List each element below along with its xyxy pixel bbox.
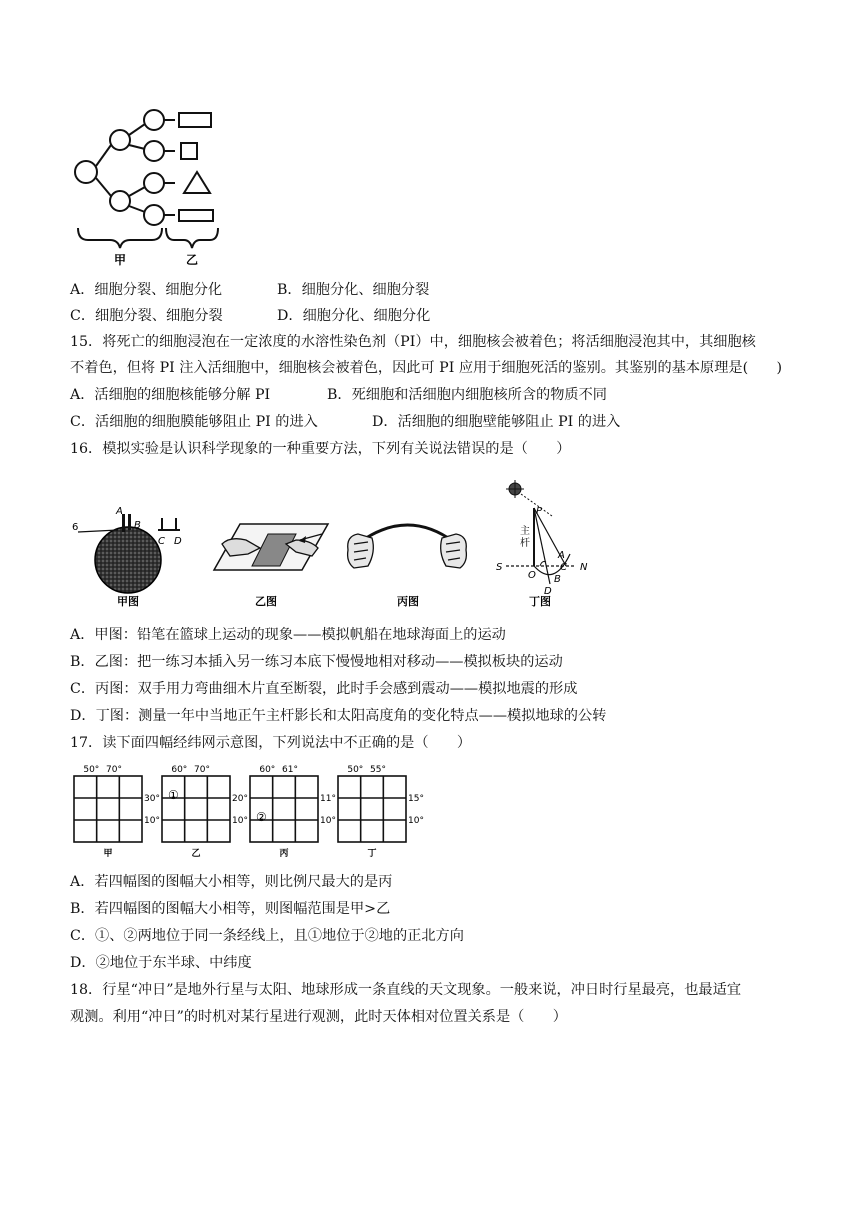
grid-caption: 甲: [103, 849, 113, 859]
fig-ding-label-b: B: [554, 574, 561, 585]
grid-side-label: 10°: [408, 816, 424, 826]
specialized-cell-square: [181, 143, 197, 159]
grid-top-label: 60°: [259, 765, 276, 775]
q14-option-c[interactable]: C．细胞分裂、细胞分裂: [70, 308, 223, 324]
cell-3: [144, 173, 164, 193]
q17-option-d[interactable]: D．②地位于东半球、中纬度: [70, 955, 252, 971]
grid-side-label: 20°: [232, 794, 248, 804]
q17-stem: 17．读下面四幅经纬网示意图，下列说法中不正确的是（ ）: [70, 735, 472, 751]
fig-yi-notebooks: [200, 510, 340, 610]
grid-point-mark: ①: [167, 788, 179, 802]
fig-ding-label-p: P: [536, 506, 543, 517]
q14-option-a[interactable]: A．细胞分裂、细胞分化: [70, 282, 223, 298]
brace-yi: [166, 228, 218, 248]
brace-jia: [78, 228, 162, 248]
sun-icon: [506, 480, 524, 498]
fig-yi-caption: 乙图: [255, 595, 277, 608]
grid-caption: 乙: [191, 849, 201, 859]
q17-option-c[interactable]: C．①、②两地位于同一条经线上，且①地位于②地的正北方向: [70, 928, 464, 944]
grid-point-mark: ②: [255, 810, 267, 824]
q15-option-b[interactable]: B．死细胞和活细胞内细胞核所含的物质不同: [327, 387, 607, 403]
q18-stem-line2: 观测。利用“冲日”的时机对某行星进行观测，此时天体相对位置关系是（ ）: [70, 1009, 567, 1025]
q15-option-a[interactable]: A．活细胞的细胞核能够分解 PI: [70, 387, 271, 403]
cell-tree-figure: [66, 100, 246, 270]
q16-option-c[interactable]: C．丙图：双手用力弯曲细木片直至断裂，此时手会感到震动——模拟地震的形成: [70, 681, 578, 697]
grid-top-label: 70°: [194, 765, 210, 775]
fig-ding-label-o: O: [528, 570, 536, 581]
q17-option-b[interactable]: B．若四幅图的图幅大小相等，则图幅范围是甲>乙: [70, 901, 391, 917]
q17-option-a[interactable]: A．若四幅图的图幅大小相等，则比例尺最大的是丙: [70, 874, 393, 890]
cell-lower: [110, 191, 130, 211]
cell-4: [144, 205, 164, 225]
fig-ding-caption: 丁图: [529, 595, 551, 608]
grid-top-label: 55°: [370, 765, 386, 775]
fig-jia-label-b: B: [134, 520, 141, 531]
grid-top-label: 60°: [171, 765, 188, 775]
wooden-strip: [360, 525, 454, 542]
pencil-b: [128, 514, 131, 530]
fig-ding-label-d: D: [544, 586, 552, 597]
specialized-cell-triangle: [184, 172, 210, 193]
q18-stem-line1: 18．行星“冲日”是地外行星与太阳、地球形成一条直线的天文现象。一般来说，冲日时行星最亮，也最适宜: [70, 982, 742, 998]
q15-stem-line2: 不着色，但将 PI 注入活细胞中，细胞核会被着色，因此可 PI 应用于细胞死活的鉴别。其鉴别的基本原理是( ): [70, 360, 783, 376]
cell-2: [144, 141, 164, 161]
specialized-cell-rect-long: [179, 113, 211, 127]
grid-top-label: 70°: [106, 765, 122, 775]
fig-jia-label-a: A: [116, 506, 123, 517]
cell-1: [144, 110, 164, 130]
q15-option-c[interactable]: C．活细胞的细胞膜能够阻止 PI 的进入: [70, 414, 318, 430]
q15-option-d[interactable]: D．活细胞的细胞壁能够阻止 PI 的进入: [372, 414, 621, 430]
grid-side-label: 10°: [144, 816, 160, 826]
grid-2: [162, 765, 248, 859]
fig-ding-label-s: S: [496, 562, 503, 573]
grid-side-label: 10°: [232, 816, 248, 826]
fig-bing-caption: 丙图: [397, 595, 419, 608]
q16-option-a[interactable]: A．甲图：铅笔在篮球上运动的现象——模拟帆船在地球海面上的运动: [70, 627, 506, 643]
fig-jia-label-d: D: [174, 536, 182, 547]
hand-right: [441, 534, 467, 568]
grid-1: [74, 765, 160, 859]
q14-option-b[interactable]: B．细胞分化、细胞分裂: [277, 282, 430, 298]
q15-stem-line1: 15．将死亡的细胞浸泡在一定浓度的水溶性染色剂（PI）中，细胞核会被着色；将活细胞浸泡其中，其细胞核: [70, 334, 756, 350]
specialized-cell-rect-flat: [179, 210, 213, 221]
grid-caption: 丙: [279, 849, 289, 859]
fig-ding-label-c: C: [560, 562, 567, 573]
q16-stem: 16．模拟实验是认识科学现象的一种重要方法，下列有关说法错误的是（ ）: [70, 441, 571, 457]
pencil-side-view: [158, 518, 180, 530]
grid-3: [250, 765, 336, 859]
hand-left: [348, 534, 374, 568]
label-jia: 甲: [113, 253, 127, 267]
grid-4: [338, 765, 424, 859]
grid-side-label: 10°: [320, 816, 336, 826]
cell-upper: [110, 130, 130, 150]
q14-option-d[interactable]: D．细胞分化、细胞分化: [277, 308, 431, 324]
root-cell: [75, 161, 97, 183]
fig-bing-wood: [342, 510, 472, 610]
fig-jia-basketball: [70, 500, 220, 610]
basketball: [95, 527, 161, 593]
q16-option-d[interactable]: D．丁图：测量一年中当地正午主杆影长和太阳高度角的变化特点——模拟地球的公转: [70, 708, 607, 724]
fig-jia-caption: 甲图: [117, 595, 139, 608]
fig-ding-label-a: A: [558, 550, 565, 561]
fig-jia-label-c: C: [158, 536, 165, 547]
label-yi: 乙: [185, 253, 199, 267]
grid-side-label: 30°: [144, 794, 160, 804]
fig-ding-label-gan: 主杆: [520, 526, 530, 549]
grid-caption: 丁: [367, 849, 377, 859]
fig-ding-gnomon: [484, 478, 594, 610]
lat-lon-grids-figure: [66, 760, 446, 860]
fig-jia-label-left: 6: [72, 522, 79, 533]
grid-side-label: 11°: [320, 794, 336, 804]
grid-top-label: 50°: [347, 765, 364, 775]
grid-side-label: 15°: [408, 794, 424, 804]
q16-option-b[interactable]: B．乙图：把一练习本插入另一练习本底下慢慢地相对移动——模拟板块的运动: [70, 654, 563, 670]
fig-ding-label-n: N: [580, 562, 588, 573]
grid-top-label: 50°: [83, 765, 100, 775]
grid-top-label: 61°: [282, 765, 298, 775]
